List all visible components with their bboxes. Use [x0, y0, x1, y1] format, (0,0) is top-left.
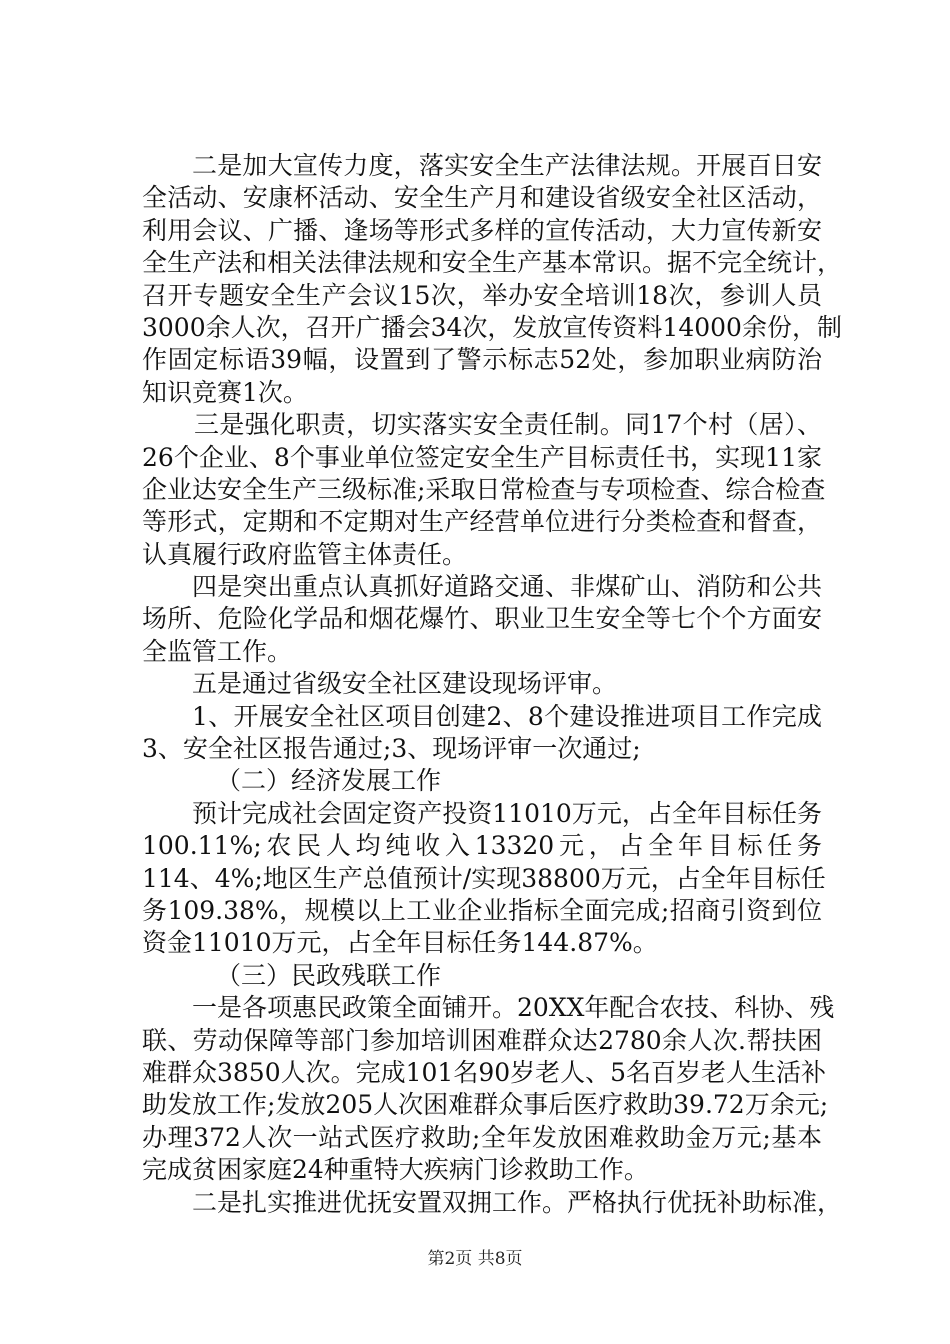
paragraph-line: 二是加大宣传力度，落实安全生产法律法规。开展百日安 — [192, 151, 822, 180]
paragraph-line: 3、安全社区报告通过;3、现场评审一次通过; — [142, 734, 641, 764]
paragraph-line: 利用会议、广播、逢场等形式多样的宣传活动，大力宣传新安 — [142, 215, 822, 245]
paragraph-line: 二是扎实推进优抚安置双拥工作。严格执行优抚补助标准， — [192, 1187, 843, 1217]
paragraph-line: 办理372人次一站式医疗救助;全年发放困难救助金万元;基本 — [142, 1122, 822, 1152]
page-footer — [0, 1248, 950, 1270]
paragraph-line: 四是突出重点认真抓好道路交通、非煤矿山、消防和公共 — [192, 572, 822, 602]
paragraph-line: 3000余人次，召开广播会34次，发放宣传资料14000余份，制 — [142, 312, 842, 342]
section-heading: （三）民政残联工作 — [216, 960, 442, 990]
paragraph-line: 务109.38%，规模以上工业企业指标全面完成;招商引资到位 — [142, 895, 822, 925]
paragraph-line: 预计完成社会固定资产投资11010万元，占全年目标任务 — [192, 798, 822, 828]
paragraph-line: 助发放工作;发放205人次困难群众事后医疗救助39.72万余元; — [142, 1090, 829, 1120]
paragraph-line: 五是通过省级安全社区建设现场评审。 — [192, 669, 618, 699]
paragraph-line: 企业达安全生产三级标准;采取日常检查与专项检查、综合检查 — [142, 474, 826, 504]
paragraph-line: 作固定标语39幅，设置到了警示标志52处，参加职业病防治 — [142, 345, 822, 375]
paragraph-line: 完成贫困家庭24种重特大疾病门诊救助工作。 — [142, 1155, 649, 1185]
paragraph-line: 1、开展安全社区项目创建2、8个建设推进项目工作完成 — [192, 701, 822, 731]
paragraph-line: 召开专题安全生产会议15次，举办安全培训18次，参训人员 — [142, 280, 822, 310]
paragraph-line: 等形式，定期和不定期对生产经营单位进行分类检查和督查， — [142, 507, 822, 537]
paragraph-line: 26个企业、8个事业单位签定安全生产目标责任书，实现11家 — [142, 442, 822, 472]
paragraph-line: 全监管工作。 — [142, 636, 293, 666]
paragraph-line: 认真履行政府监管主体责任。 — [142, 539, 468, 569]
paragraph-line: 一是各项惠民政策全面铺开。20XX年配合农技、科协、残 — [192, 993, 835, 1023]
paragraph-line: 资金11010万元，占全年目标任务144.87%。 — [142, 928, 658, 958]
body-text — [142, 150, 843, 1219]
paragraph-line: 100.11%;农民人均纯收入13320元，占全年目标任务 — [142, 831, 822, 861]
paragraph-line: 联、劳动保障等部门参加培训困难群众达2780余人次.帮扶困 — [142, 1025, 822, 1055]
paragraph-line: 全活动、安康杯活动、安全生产月和建设省级安全社区活动， — [142, 183, 822, 213]
paragraph-line: 知识竞赛1次。 — [142, 377, 308, 407]
paragraph-line: 全生产法和相关法律法规和安全生产基本常识。据不完全统计， — [142, 248, 843, 278]
section-heading: （二）经济发展工作 — [216, 766, 442, 796]
paragraph-line: 114、4%;地区生产总值预计/实现38800万元，占全年目标任 — [142, 863, 826, 893]
paragraph-line: 难群众3850人次。完成101名90岁老人、5名百岁老人生活补 — [142, 1057, 827, 1087]
paragraph-line: 三是强化职责，切实落实安全责任制。同17个村（居）、 — [194, 410, 822, 440]
page-indicator: 第2页 共8页 — [427, 1249, 523, 1269]
paragraph-line: 场所、危险化学品和烟花爆竹、职业卫生安全等七个个方面安 — [142, 604, 822, 634]
